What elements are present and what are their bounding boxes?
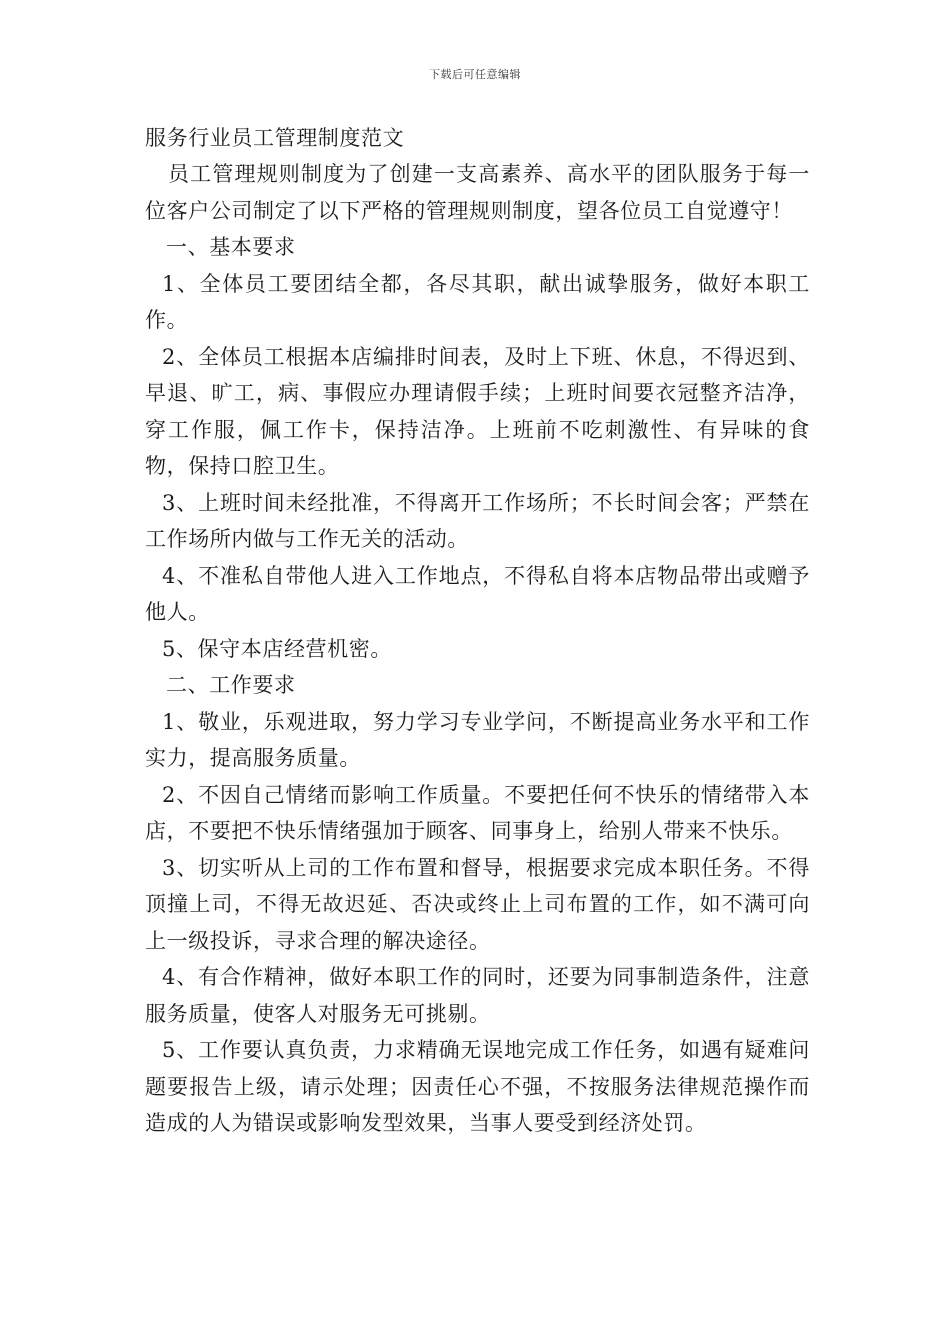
basic-requirement-item: 5、保守本店经营机密。 bbox=[162, 636, 392, 661]
work-requirement-item: 3、切实听从上司的工作布置和督导，根据要求完成本职任务。不得顶撞上司，不得无故迟延、否决或终止上司布置的工作，如不满可向上一级投诉，寻求合理的解决途径。 bbox=[145, 855, 810, 953]
document-body bbox=[145, 120, 810, 1142]
section-heading-work-requirements: 二、工作要求 bbox=[166, 673, 296, 697]
section-heading-basic-requirements: 一、基本要求 bbox=[166, 235, 296, 259]
intro-paragraph: 员工管理规则制度为了创建一支高素养、高水平的团队服务于每一位客户公司制定了以下严格的管理规则制度，望各位员工自觉遵守！ bbox=[145, 162, 810, 223]
basic-requirement-item: 4、不准私自带他人进入工作地点，不得私自将本店物品带出或赠予他人。 bbox=[145, 563, 810, 624]
basic-requirement-item: 3、上班时间未经批准，不得离开工作场所；不长时间会客；严禁在工作场所内做与工作无关的活动。 bbox=[145, 490, 810, 551]
work-requirement-item: 2、不因自己情绪而影响工作质量。不要把任何不快乐的情绪带入本店，不要把不快乐情绪强加于顾客、同事身上，给别人带来不快乐。 bbox=[145, 782, 810, 843]
work-requirement-item: 5、工作要认真负责，力求精确无误地完成工作任务，如遇有疑难问题要报告上级，请示处理；因责任心不强，不按服务法律规范操作而造成的人为错误或影响发型效果，当事人要受到经济处罚。 bbox=[145, 1038, 810, 1135]
work-requirement-item: 1、敬业，乐观进取，努力学习专业学问，不断提高业务水平和工作实力，提高服务质量。 bbox=[145, 709, 810, 770]
basic-requirement-item: 1、全体员工要团结全都，各尽其职，献出诚挚服务，做好本职工作。 bbox=[145, 271, 810, 332]
basic-requirement-item: 2、全体员工根据本店编排时间表，及时上下班、休息，不得迟到、早退、旷工，病、事假应办理请假手续；上班时间要衣冠整齐洁净，穿工作服，佩工作卡，保持洁净。上班前不吃刺激性、有异味的食物，保持口腔卫生。 bbox=[145, 344, 810, 478]
page-header-note: 下载后可任意编辑 bbox=[429, 68, 521, 81]
work-requirement-item: 4、有合作精神，做好本职工作的同时，还要为同事制造条件，注意服务质量，使客人对服务无可挑剔。 bbox=[145, 965, 810, 1026]
document-title: 服务行业员工管理制度范文 bbox=[145, 126, 405, 150]
